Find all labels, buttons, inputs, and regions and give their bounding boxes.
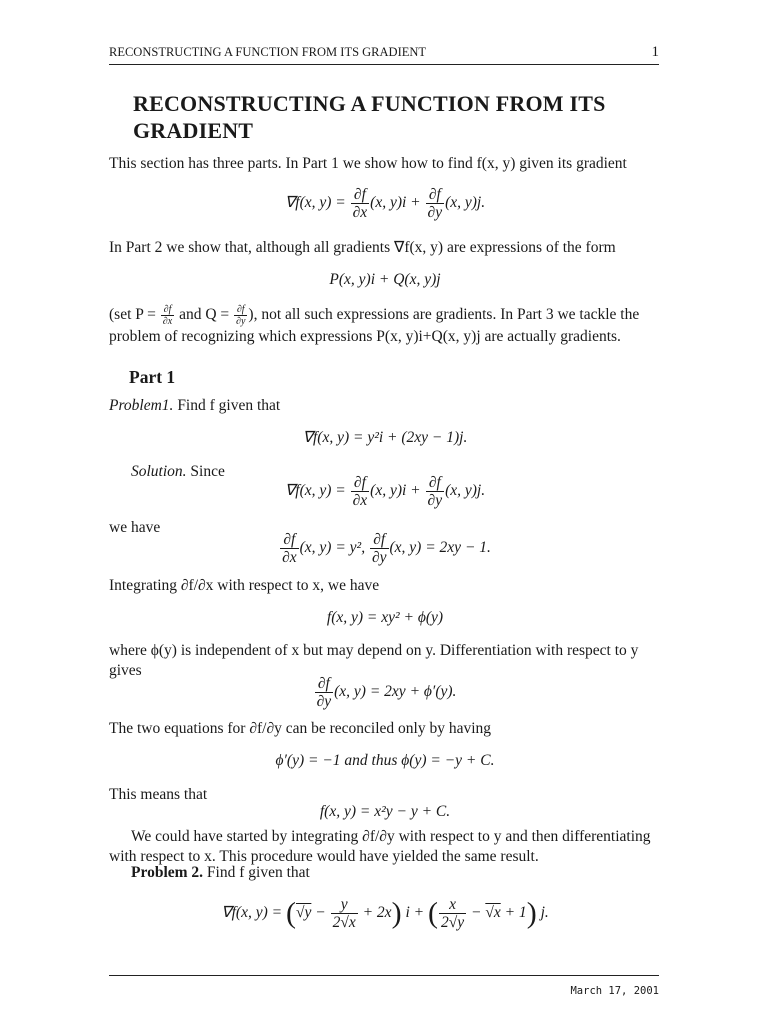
problem-2-text: Find f given that (203, 864, 310, 881)
problem-2-equation: ∇f(x, y) = (√y − $\frac{y}{2√x}$ + 2x) i + ( $\frac{x}{2√y}$ − √x + 1) j. (221, 896, 549, 931)
f-integrated-equation: f(x, y) = xy² + ϕ(y) (326, 609, 444, 626)
problem-1-statement (109, 396, 661, 416)
means-text: This means that (109, 786, 208, 803)
intro-p3-start: (set P = (109, 306, 160, 324)
footer-rule (109, 975, 659, 976)
problem-2-label: Problem 2. (131, 864, 204, 881)
solution-label: Solution. (131, 463, 187, 480)
phi-equation: ϕ′(y) = −1 and thus ϕ(y) = −y + C. (275, 752, 495, 769)
problem-2-statement (131, 863, 661, 883)
problem-1-equation: ∇f(x, y) = y²i + (2xy − 1)j. (302, 429, 468, 446)
problem-1-text: Find f given that (173, 397, 281, 414)
general-form-equation: P(x, y)i + Q(x, y)j (329, 271, 441, 288)
running-header (109, 44, 659, 65)
running-title: RECONSTRUCTING A FUNCTION FROM ITS GRADIENT (109, 45, 427, 59)
page-number: 1 (651, 44, 659, 60)
intro-paragraph-1: This section has three parts. In Part 1 we show how to find f(x, y) given its gradient (109, 155, 627, 172)
intro-p3-end: ), not all such expressions are gradients. In Part 3 we tackle the problem of recognizing which expressions P(x, y)i+Q(x, y)j are actually gradients. (109, 306, 640, 345)
result-equation: f(x, y) = x²y − y + C. (319, 803, 451, 820)
gradient-definition-equation: ∇f(x, y) = $\frac{\partial f}{\partial x}$ (x, y)i + $\frac{\partial f}{\partial y}$ (x, y)j. (284, 186, 486, 221)
where-paragraph: where ϕ(y) is independent of x but may depend on y. Differentiation with respect to y gives (109, 642, 639, 679)
partial-derivatives-equation: $\frac{\partial f}{\partial x}$ (x, y) = y², $\frac{\partial f}{\partial y}$ (x, y) = 2xy − 1. (282, 531, 491, 566)
footer-date: March 17, 2001 (570, 985, 659, 997)
section-heading-part-1: Part 1 (129, 367, 176, 387)
solution-gradient-equation: ∇f(x, y) = $\frac{\partial f}{\partial x}$ (x, y)i + $\frac{\partial f}{\partial y}$ (x, y)j. (284, 474, 486, 509)
df-dy-rhs: (x, y) = 2xy + ϕ′(y). (334, 683, 457, 701)
df-dy-equation: $\frac{\partial f}{\partial y}$ (x, y) = 2xy + ϕ′(y). (316, 675, 457, 710)
integrating-text: Integrating ∂f/∂x with respect to x, we have (109, 577, 380, 594)
we-have-text: we have (109, 519, 161, 536)
could-have-paragraph: We could have started by integrating ∂f/∂y with respect to y and then differentiating with respect to x. This procedure would have yielded the same result. (109, 828, 651, 865)
intro-paragraph-3: (set P = $\frac{\partial f}{\partial x}$ and Q = $\frac{\partial f}{\partial y}$ ), not all such expressions are gradients. In Part 3 we tackle the problem of recognizing which expressions P(x, y)i+Q(x, y)j are actually gradients. (109, 304, 640, 345)
problem-1-label: Problem1. (109, 397, 174, 414)
intro-paragraph-2: In Part 2 we show that, although all gradients ∇f(x, y) are expressions of the form (109, 239, 616, 256)
reconcile-text: The two equations for ∂f/∂y can be reconciled only by having (109, 720, 492, 737)
solution-text: Since (186, 463, 225, 480)
intro-p3-and: and Q = (175, 306, 234, 324)
page-title: RECONSTRUCTING A FUNCTION FROM ITS GRADIENT (133, 91, 606, 143)
